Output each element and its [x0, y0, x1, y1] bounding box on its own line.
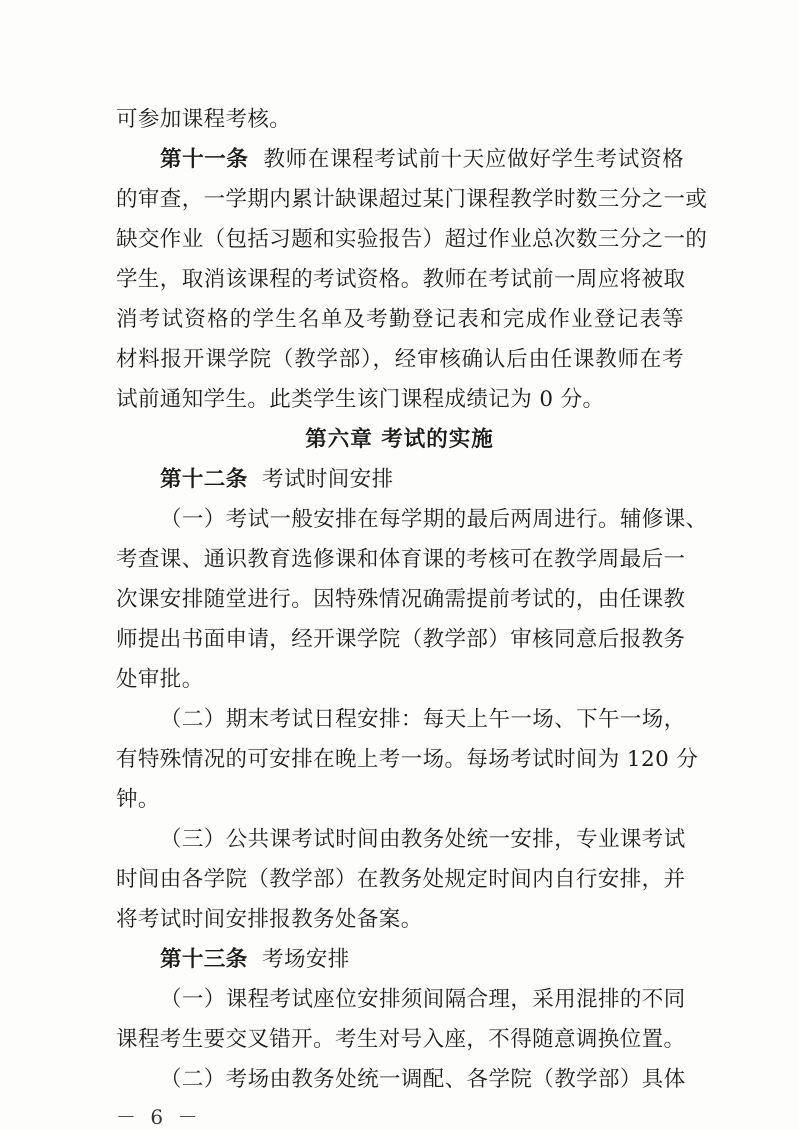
text-line: （一）考试一般安排在每学期的最后两周进行。辅修课、	[160, 507, 708, 532]
article-13-heading: 第十三条 考场安排	[160, 947, 350, 972]
text-line: 有特殊情况的可安排在晚上考一场。每场考试时间为 120 分	[116, 747, 699, 772]
text-line: （二）考场由教务处统一调配、各学院（教学部）具体	[160, 1067, 686, 1092]
text-line: 次课安排随堂进行。因特殊情况确需提前考试的，由任课教	[116, 587, 686, 612]
article-11-first-line: 第十一条 教师在课程考试前十天应做好学生考试资格	[160, 147, 684, 172]
text-line: 钟。	[116, 787, 160, 812]
text-line: 消考试资格的学生名单及考勤登记表和完成作业登记表等	[116, 307, 684, 332]
article-11-label: 第十一条	[160, 147, 249, 172]
text-line: 处审批。	[116, 667, 204, 692]
text-line: 将考试时间安排报教务处备案。	[116, 907, 423, 932]
article-12-label: 第十二条	[160, 467, 248, 492]
article-12-heading: 第十二条 考试时间安排	[160, 467, 394, 492]
article-13-label: 第十三条	[160, 947, 248, 972]
text-line: 学生，取消该课程的考试资格。教师在考试前一周应将被取	[116, 267, 686, 292]
chapter-heading: 第六章 考试的实施	[305, 427, 494, 452]
text-line: （一）课程考试座位安排须间隔合理，采用混排的不同	[160, 987, 686, 1012]
text-line: 时间由各学院（教学部）在教务处规定时间内自行安排，并	[116, 867, 686, 892]
text-line: （三）公共课考试时间由教务处统一安排，专业课考试	[160, 827, 686, 852]
text-line: 师提出书面申请，经开课学院（教学部）审核同意后报教务	[116, 627, 686, 652]
text-line: 材料报开课学院（教学部），经审核确认后由任课教师在考	[116, 347, 684, 372]
page-number: － 6 －	[116, 1105, 202, 1129]
text-line: 考查课、通识教育选修课和体育课的考核可在教学周最后一	[116, 547, 686, 572]
text-line: 缺交作业（包括习题和实验报告）超过作业总次数三分之一的	[116, 227, 708, 252]
text-line: （二）期末考试日程安排：每天上午一场、下午一场，	[160, 707, 686, 732]
text-line: 试前通知学生。此类学生该门课程成绩记为 0 分。	[116, 387, 605, 412]
text-line: 课程考生要交叉错开。考生对号入座，不得随意调换位置。	[116, 1027, 686, 1052]
text-line: 可参加课程考核。	[116, 107, 292, 132]
text-line: 的审查，一学期内累计缺课超过某门课程教学时数三分之一或	[116, 187, 708, 212]
